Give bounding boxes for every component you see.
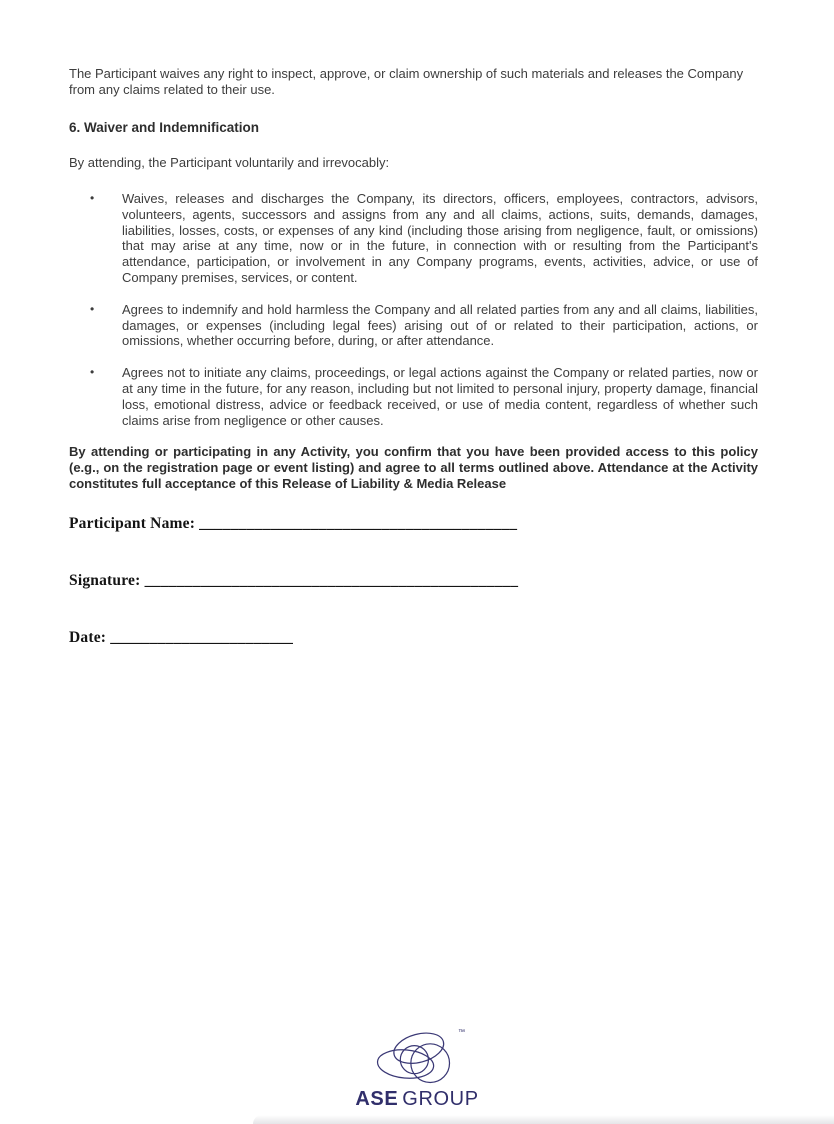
date-row [69,628,758,647]
waiver-bullet-list [69,191,758,428]
bullet-item [90,365,758,428]
confirmation-paragraph: By attending or participating in any Activity, you confirm that you have been provided access to this policy (e.g., on the registration page or event listing) and agree to all terms outlined above. Attendance at the Activity constitutes full acceptance of this Release of Liability & Media Release [69,444,758,491]
trademark-symbol: ™ [458,1029,465,1036]
page-bottom-shadow [253,1115,834,1124]
participant-name-label: Participant Name: [69,515,196,533]
bullet-text: Waives, releases and discharges the Company, its directors, officers, employees, contractors, advisors, volunteers, agents, successors and assigns from any and all claims, actions, suits, demands, damages, liabilities, losses, costs, or expenses of any kind (including those arising from negligence, fault, or omissions) that may arise at any time, now or in the future, in connection with or resulting from the Participant's attendance, participation, or involvement in any Company programs, events, activities, advice, or use of Company premises, services, or content. [122,191,758,285]
date-label: Date: [69,629,107,647]
lead-in-paragraph: By attending, the Participant voluntarily and irrevocably: [69,155,390,170]
overlapping-ellipses-icon [367,1028,467,1086]
brand-name-regular: GROUP [402,1088,479,1110]
bullet-item [90,301,758,349]
participant-name-row [69,514,758,533]
bullet-icon: • [90,301,95,316]
logo-mark [367,1028,467,1086]
signature-line: _______________________________________________ [144,572,519,590]
bullet-item [90,191,758,286]
brand-name [337,1088,497,1111]
company-logo [337,1028,497,1111]
bullet-text: Agrees not to initiate any claims, proceedings, or legal actions against the Company or related parties, now or at any time in the future, for any reason, including but not limited to personal injury, property damage, financial loss, emotional distress, advice or feedback received, or use of media content, regardless of whether such claims arise from negligence or other causes. [122,365,758,428]
bullet-text: Agrees to indemnify and hold harmless the Company and all related parties from any and all claims, liabilities, damages, or expenses (including legal fees) arising out of or related to their participation, actions, or omissions, whether occurring before, during, or after attendance. [122,301,758,349]
brand-name-bold: ASE [355,1088,399,1110]
bullet-icon: • [90,365,95,380]
participant-name-line: ________________________________________ [199,515,518,533]
document-content [69,66,758,647]
signature-row [69,571,758,590]
date-line: _______________________ [110,629,294,647]
section-heading: 6. Waiver and Indemnification [69,120,260,135]
signature-label: Signature: [69,572,141,590]
intro-paragraph: The Participant waives any right to inspect, approve, or claim ownership of such materials and releases the Company from any claims related to their use. [69,66,744,97]
bullet-icon: • [90,191,95,205]
